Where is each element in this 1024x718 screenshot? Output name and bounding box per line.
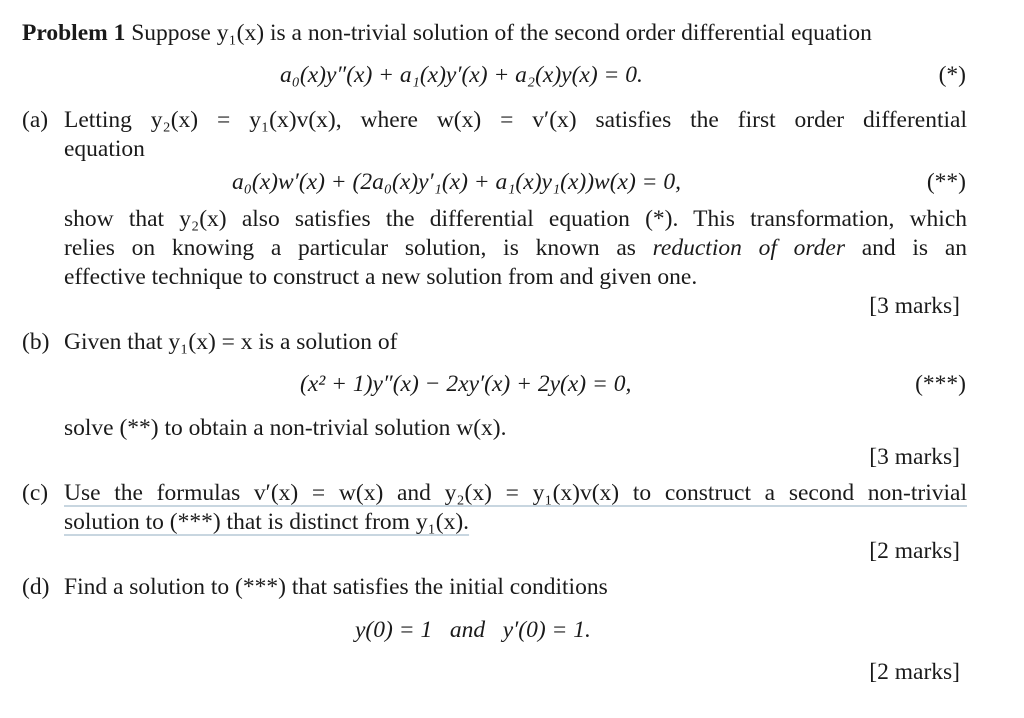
equation-triple-star: (x² + 1)y″(x) − 2xy′(x) + 2y(x) = 0, bbox=[300, 371, 632, 397]
part-d-label: (d) bbox=[22, 574, 50, 600]
part-a-line4-pre: relies on knowing a particular solution, is known as bbox=[64, 235, 636, 261]
part-c-line2: solution to (***) that is distinct from y₁(x). bbox=[64, 509, 470, 535]
part-c-label: (c) bbox=[22, 480, 49, 506]
part-c-line1: Use the formulas v′(x) = w(x) and y₂(x) = y₁(x)v(x) to construct a second non-trivial bbox=[64, 480, 967, 506]
equation-star-tag: (*) bbox=[938, 62, 966, 88]
part-b-line1: Given that y₁(x) = x is a solution of bbox=[64, 329, 398, 355]
part-a-line3: show that y₂(x) also satisfies the differential equation (*). This transformation, which bbox=[64, 206, 967, 232]
part-a-line4-post: and is an bbox=[861, 235, 967, 261]
part-b-marks: [3 marks] bbox=[869, 444, 960, 470]
part-d-marks: [2 marks] bbox=[869, 659, 960, 685]
problem-heading: Problem 1 bbox=[22, 20, 126, 46]
part-a-line2: equation bbox=[64, 136, 145, 162]
equation-star: a₀(x)y″(x) + a₁(x)y′(x) + a₂(x)y(x) = 0. bbox=[280, 62, 643, 88]
part-a-line4 bbox=[64, 234, 967, 263]
equation-double-star: a₀(x)w′(x) + (2a₀(x)y′₁(x) + a₁(x)y₁(x))w(x) = 0, bbox=[232, 169, 682, 195]
equation-double-star-tag: (**) bbox=[926, 169, 966, 195]
part-d-line1: Find a solution to (***) that satisfies the initial conditions bbox=[64, 574, 608, 600]
part-a-line1: Letting y₂(x) = y₁(x)v(x), where w(x) = v′(x) satisfies the first order differential bbox=[64, 107, 967, 133]
reduction-of-order-term: reduction of order bbox=[652, 235, 845, 261]
problem-intro-line bbox=[22, 19, 872, 48]
part-b-line2: solve (**) to obtain a non-trivial solution w(x). bbox=[64, 415, 507, 441]
part-a-marks: [3 marks] bbox=[869, 293, 960, 319]
problem-intro: Suppose y₁(x) is a non-trivial solution of the second order differential equation bbox=[131, 20, 872, 46]
initial-conditions: y(0) = 1 and y′(0) = 1. bbox=[355, 617, 591, 643]
part-a-line5: effective technique to construct a new solution from and given one. bbox=[64, 264, 698, 290]
part-a-label: (a) bbox=[22, 107, 49, 133]
part-b-label: (b) bbox=[22, 329, 50, 355]
equation-triple-star-tag: (***) bbox=[915, 371, 966, 397]
part-c-marks: [2 marks] bbox=[869, 538, 960, 564]
